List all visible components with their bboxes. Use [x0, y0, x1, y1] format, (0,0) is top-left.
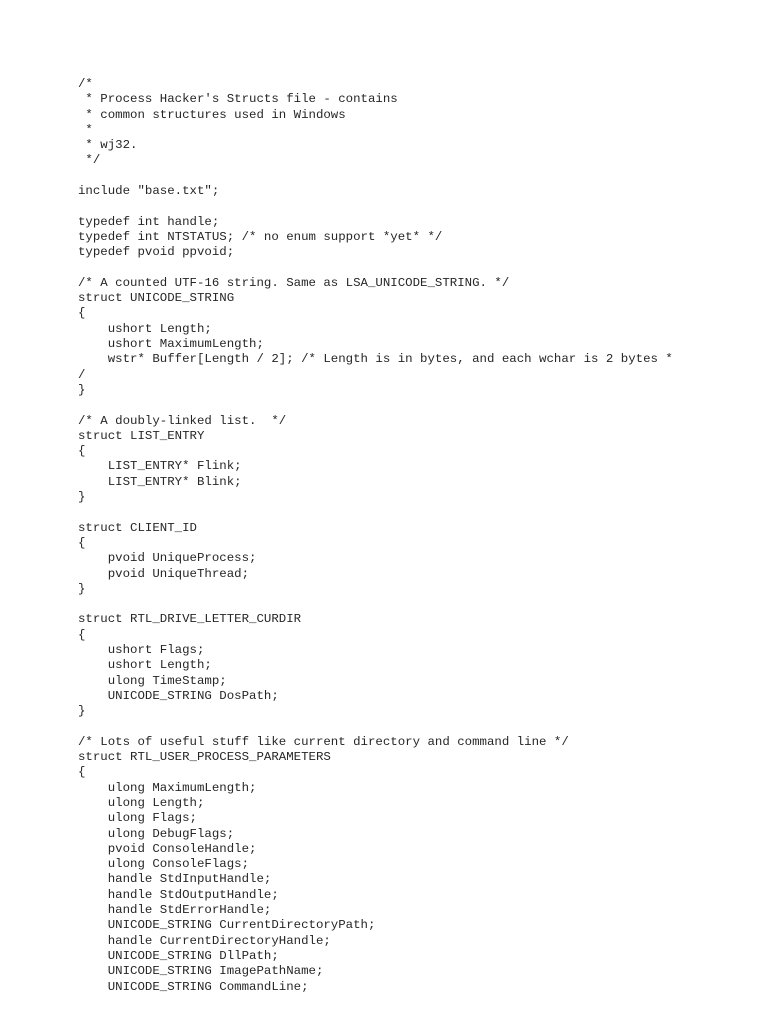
code-line: /* [78, 77, 93, 91]
code-line: UNICODE_STRING DosPath; [78, 688, 279, 703]
code-line: handle StdOutputHandle; [78, 887, 279, 902]
code-line: handle StdErrorHandle; [78, 903, 272, 918]
code-line: /* Lots of useful stuff like current directory and command line */ [78, 734, 569, 749]
code-line [78, 199, 673, 214]
code-line: struct CLIENT_ID [78, 520, 197, 535]
code-line [78, 261, 673, 276]
code-line: ushort Length; [78, 321, 212, 336]
code-line: LIST_ENTRY* Blink; [78, 474, 242, 489]
code-line [78, 719, 673, 734]
code-line: /* A counted UTF-16 string. Same as LSA_UNICODE_STRING. */ [78, 275, 510, 290]
code-line: ushort Length; [78, 658, 212, 673]
code-line: UNICODE_STRING CommandLine; [78, 979, 309, 994]
code-line [78, 398, 673, 413]
code-line [78, 597, 673, 612]
code-line: { [78, 444, 86, 459]
code-line: { [78, 535, 86, 550]
code-line: ulong Flags; [78, 811, 197, 826]
code-line: LIST_ENTRY* Flink; [78, 459, 242, 474]
code-line: } [78, 490, 86, 505]
code-line: wstr* Buffer[Length / 2]; /* Length is in bytes, and each wchar is 2 bytes * [78, 352, 673, 367]
code-line: / [78, 367, 86, 382]
code-line: */ [78, 153, 101, 168]
code-line: /* A doubly-linked list. */ [78, 413, 287, 428]
code-line: ulong ConsoleFlags; [78, 857, 250, 872]
code-line: struct RTL_DRIVE_LETTER_CURDIR [78, 612, 302, 627]
code-line [78, 505, 673, 520]
code-line: typedef pvoid ppvoid; [78, 245, 235, 260]
code-line: * wj32. [78, 138, 138, 153]
code-line: struct LIST_ENTRY [78, 428, 205, 443]
code-line: { [78, 627, 86, 642]
code-line: ulong TimeStamp; [78, 673, 227, 688]
code-line: ushort Flags; [78, 642, 205, 657]
code-line: * Process Hacker's Structs file - contains [78, 92, 398, 107]
code-line: } [78, 382, 86, 397]
code-line: * [78, 122, 93, 137]
code-line: include "base.txt"; [78, 184, 220, 199]
code-line: } [78, 704, 86, 719]
code-line: UNICODE_STRING CurrentDirectoryPath; [78, 918, 376, 933]
code-line: ushort MaximumLength; [78, 337, 264, 352]
code-line: pvoid ConsoleHandle; [78, 841, 257, 856]
code-line: ulong MaximumLength; [78, 780, 257, 795]
code-line: UNICODE_STRING ImagePathName; [78, 964, 324, 979]
code-listing [78, 77, 673, 995]
code-line: typedef int handle; [78, 214, 220, 229]
code-line: ulong Length; [78, 795, 205, 810]
code-line: ulong DebugFlags; [78, 826, 235, 841]
code-line: pvoid UniqueProcess; [78, 551, 257, 566]
code-line: * common structures used in Windows [78, 107, 346, 122]
code-line: struct UNICODE_STRING [78, 291, 235, 306]
code-line: } [78, 581, 86, 596]
code-line [78, 169, 673, 184]
code-line: { [78, 765, 86, 780]
code-line: struct RTL_USER_PROCESS_PARAMETERS [78, 750, 331, 765]
code-line: { [78, 306, 86, 321]
code-line: pvoid UniqueThread; [78, 566, 250, 581]
code-line: handle CurrentDirectoryHandle; [78, 933, 331, 948]
code-line: typedef int NTSTATUS; /* no enum support *yet* */ [78, 229, 443, 244]
code-line: UNICODE_STRING DllPath; [78, 948, 279, 963]
code-line: handle StdInputHandle; [78, 872, 272, 887]
